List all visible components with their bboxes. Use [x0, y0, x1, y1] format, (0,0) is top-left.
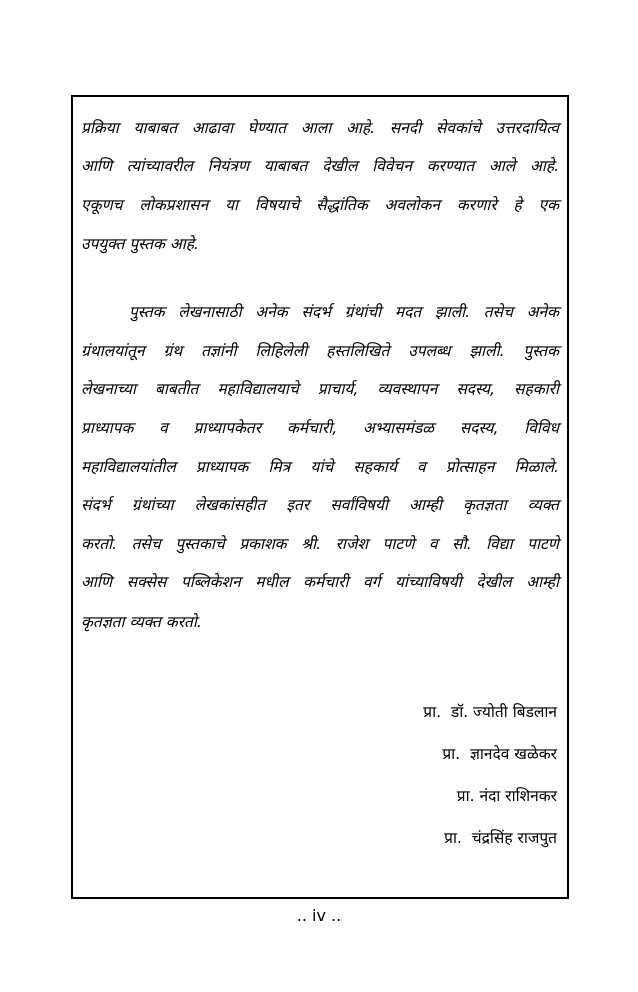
paragraph-2-line: कृतज्ञता व्यक्त करतो. — [81, 613, 202, 631]
paragraph-2-line: आणि सक्सेस पब्लिकेशन मधील कर्मचारी वर्ग यांच्याविषयी देखील आम्ही — [81, 573, 559, 591]
signatory-name: प्रा. चंद्रसिंह राजपुत — [444, 829, 557, 847]
paragraph-2-line: प्राध्यापक व प्राध्यापकेतर कर्मचारी, अभ्यासमंडळ सदस्य, विविध — [81, 419, 559, 437]
signatory-name: प्रा. डॉ. ज्योती बिडलान — [423, 703, 557, 721]
page-number: .. iv .. — [296, 906, 342, 925]
paragraph-1-line: प्रक्रिया याबाबत आढावा घेण्यात आला आहे. सनदी सेवकांचे उत्तरदायित्व — [81, 119, 559, 137]
paragraph-1-line: आणि त्यांच्यावरील नियंत्रण याबाबत देखील विवेचन करण्यात आले आहे. — [81, 157, 559, 175]
signatory-name: प्रा. ज्ञानदेव खळेकर — [442, 745, 557, 763]
paragraph-1-line: एकूणच लोकप्रशासन या विषयाचे सैद्धांतिक अवलोकन करणारे हे एक — [81, 196, 559, 214]
signatory-name: प्रा. नंदा राशिनकर — [456, 787, 557, 805]
paragraph-2-line: लेखनाच्या बाबतीत महाविद्यालयाचे प्राचार्य, व्यवस्थापन सदस्य, सहकारी — [81, 380, 559, 398]
paragraph-2-line: संदर्भ ग्रंथांच्या लेखकांसहीत इतर सर्वांविषयी आम्ही कृतज्ञता व्यक्त — [81, 496, 559, 514]
paragraph-2-line: करतो. तसेच पुस्तकाचे प्रकाशक श्री. राजेश पाटणे व सौ. विद्या पाटणे — [81, 535, 559, 553]
paragraph-2-line: ग्रंथालयांतून ग्रंथ तज्ञांनी लिहिलेली हस्तलिखिते उपलब्ध झाली. पुस्तक — [81, 342, 559, 360]
page-border-frame — [71, 95, 569, 899]
paragraph-1-line: उपयुक्त पुस्तक आहे. — [81, 235, 199, 253]
paragraph-2-line: महाविद्यालयांतील प्राध्यापक मित्र यांचे सहकार्य व प्रोत्साहन मिळाले. — [81, 458, 559, 476]
paragraph-2-line: पुस्तक लेखनासाठी अनेक संदर्भ ग्रंथांची मदत झाली. तसेच अनेक — [129, 303, 559, 321]
